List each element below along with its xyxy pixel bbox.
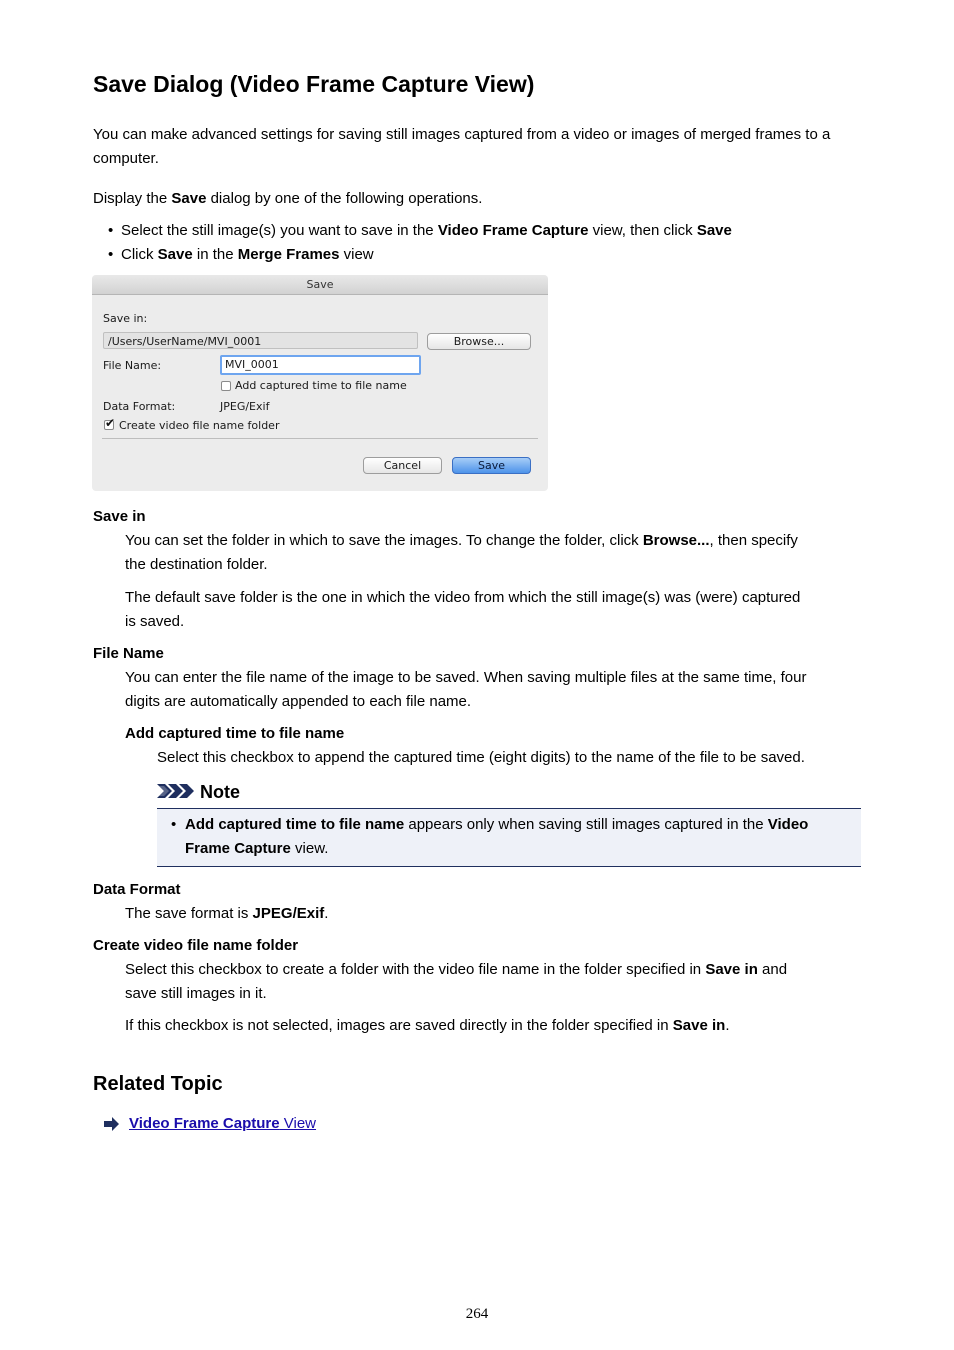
page-number: 264 [465,1306,489,1322]
save-in-path-field: /Users/UserName/MVI_0001 [103,332,418,349]
save-button[interactable]: Save [452,457,531,474]
save-in-default-line: is saved. [125,613,185,630]
file-name-input[interactable]: MVI_0001 [220,355,421,375]
create-folder-unselected-desc [125,1014,729,1038]
term-file-name: File Name [93,645,164,662]
text: . [725,1017,730,1034]
bullet-text: view [339,246,374,263]
video-frame-capture-link[interactable] [129,1112,316,1136]
note-label: Note [200,782,240,802]
data-format-value: JPEG/Exif [220,400,270,413]
bold-text: Save in [705,961,758,978]
file-name-label: File Name: [103,359,162,372]
bullet-text: view, then click [588,222,697,239]
bullet-item [108,243,374,267]
display-bold: Save [171,190,207,207]
cancel-button[interactable]: Cancel [363,457,442,474]
term-create-folder: Create video file name folder [93,937,299,954]
display-pre: Display the [93,190,172,207]
note-text: view. [290,840,329,857]
bullet-text: Click [121,246,158,263]
bold-text: Browse... [642,532,710,549]
related-topic-heading: Related Topic [93,1073,223,1095]
bullet-bold: Video Frame Capture [437,222,589,239]
term-add-captured-time: Add captured time to file name [125,725,345,742]
term-data-format: Data Format [93,881,181,898]
checkmark-icon: ✔ [105,416,116,430]
text: , then specify [709,532,798,549]
add-time-checkbox[interactable] [221,381,231,391]
term-save-in: Save in [93,508,146,525]
note-bold: Add captured time to file name [185,816,405,833]
file-name-desc-line: digits are automatically appended to each file name. [125,693,472,710]
create-folder-desc-line [125,958,787,982]
data-format-label: Data Format: [103,400,176,413]
arrow-right-icon [104,1117,120,1131]
link-text: View [279,1115,317,1132]
save-in-label: Save in: [103,312,148,325]
text: . [324,905,329,922]
create-folder-desc-line: save still images in it. [125,985,267,1002]
note-bold: Video [767,816,809,833]
bullet-text: in the [192,246,238,263]
bullet-dot: • [108,246,114,263]
note-box [157,808,861,867]
page-title: Save Dialog (Video Frame Capture View) [93,71,535,97]
bullet-dot: • [108,222,114,239]
link-bold: Video Frame Capture [129,1115,280,1132]
bullet-item [108,219,732,243]
note-bold: Frame Capture [185,840,291,857]
note-line [171,813,808,837]
create-folder-label: Create video file name folder [119,419,280,432]
create-folder-checkbox[interactable] [104,416,116,430]
browse-button[interactable]: Browse... [427,333,531,350]
note-line [185,837,328,861]
intro-paragraph: You can make advanced settings for saving still images captured from a video or images of merged frames to a computer. [93,126,831,167]
bullet-bold: Save [696,222,732,239]
bullet-bold: Save [157,246,193,263]
add-time-label: Add captured time to file name [235,379,407,392]
add-captured-time-desc: Select this checkbox to append the captured time (eight digits) to the name of the file to be saved. [157,749,805,766]
bullet-bold: Merge Frames [237,246,340,263]
save-in-default-line: The default save folder is the one in which the video from which the still image(s) was (were) captured [125,589,801,606]
bold-text: Save in [672,1017,726,1034]
display-instruction [93,187,482,211]
text: If this checkbox is not selected, images are saved directly in the folder specified in [125,1017,673,1034]
note-arrows-icon [157,783,195,799]
bullet-text: Select the still image(s) you want to save in the [121,222,438,239]
save-in-desc-line [125,529,798,553]
dialog-title: Save [92,275,548,295]
dialog-divider [102,438,538,439]
bold-text: JPEG/Exif [252,905,325,922]
bullet-dot: • [171,816,177,833]
data-format-desc [125,902,328,926]
text: The save format is [125,905,253,922]
display-post: dialog by one of the following operations. [206,190,483,207]
text: and [757,961,788,978]
save-in-desc-line: the destination folder. [125,556,268,573]
text: You can set the folder in which to save the images. To change the folder, click [125,532,643,549]
note-text: appears only when saving still images captured in the [404,816,768,833]
text: Select this checkbox to create a folder with the video file name in the folder specified in [125,961,706,978]
save-dialog-screenshot [92,275,548,491]
file-name-desc-line: You can enter the file name of the image to be saved. When saving multiple files at the same time, four [125,669,807,686]
